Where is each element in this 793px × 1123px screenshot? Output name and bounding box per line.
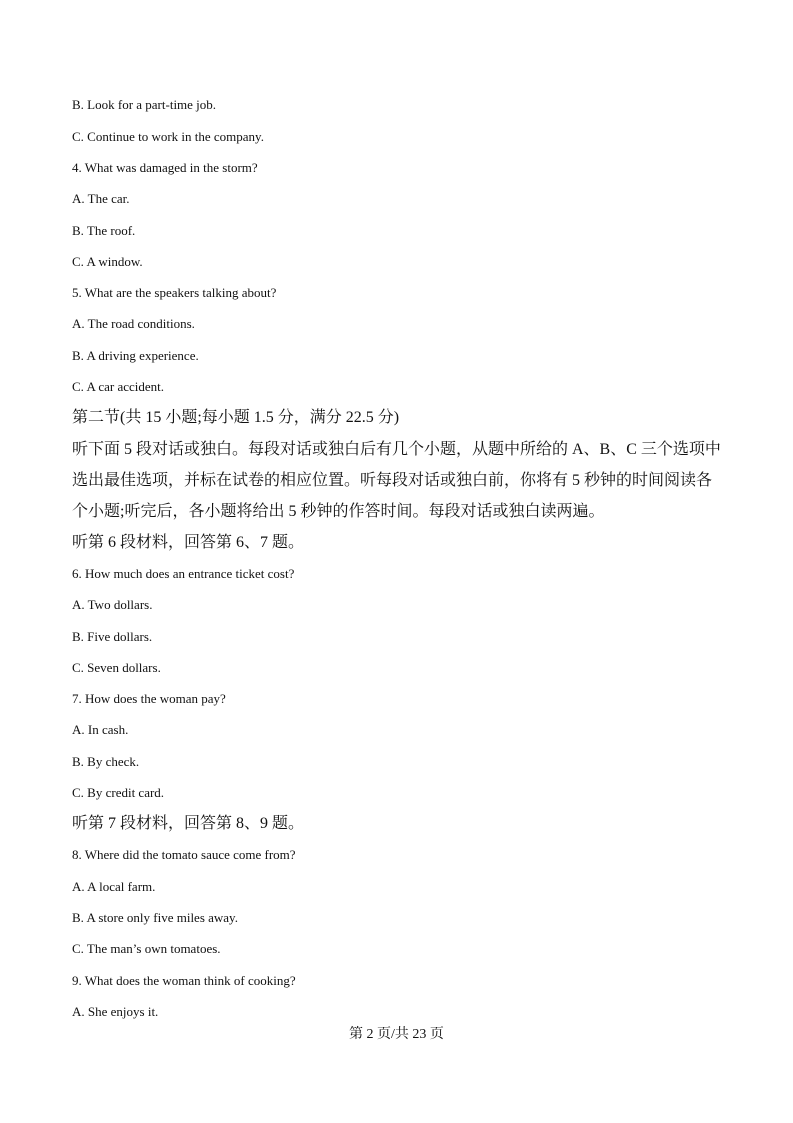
option-7a: A. In cash.	[72, 722, 129, 737]
option-9a: A. She enjoys it.	[72, 1004, 159, 1019]
material-6-heading: 听第 6 段材料，回答第 6、7 题。	[72, 534, 305, 551]
option-3c: C. Continue to work in the company.	[72, 129, 264, 144]
option-6c: C. Seven dollars.	[72, 660, 161, 675]
option-8b: B. A store only five miles away.	[72, 910, 238, 925]
page-footer: 第 2 页/共 23 页	[349, 1027, 444, 1042]
section-2-instructions	[72, 434, 724, 527]
question-8: 8. Where did the tomato sauce come from?	[72, 847, 296, 862]
option-7c: C. By credit card.	[72, 785, 165, 800]
option-8a: A. A local farm.	[72, 879, 156, 894]
instruction-line: 选出最佳选项，并标在试卷的相应位置。听每段对话或独白前，你将有 5 秒钟的时间阅读各	[72, 472, 713, 489]
instruction-line: 个小题;听完后，各小题将给出 5 秒钟的作答时间。每段对话或独白读两遍。	[72, 503, 605, 520]
option-4b: B. The roof.	[72, 223, 136, 238]
option-6b: B. Five dollars.	[72, 629, 153, 644]
option-5c: C. A car accident.	[72, 379, 165, 394]
option-4c: C. A window.	[72, 254, 143, 269]
instruction-line: 听下面 5 段对话或独白。每段对话或独白后有几个小题，从题中所给的 A、B、C 三个选项中	[72, 441, 721, 458]
option-4a: A. The car.	[72, 191, 130, 206]
option-5b: B. A driving experience.	[72, 348, 199, 363]
question-9: 9. What does the woman think of cooking?	[72, 973, 296, 988]
question-7: 7. How does the woman pay?	[72, 691, 226, 706]
option-8c: C. The man’s own tomatoes.	[72, 941, 221, 956]
question-6: 6. How much does an entrance ticket cost?	[72, 566, 295, 581]
question-4: 4. What was damaged in the storm?	[72, 160, 258, 175]
question-5: 5. What are the speakers talking about?	[72, 285, 277, 300]
section-2-heading: 第二节(共 15 小题;每小题 1.5 分，满分 22.5 分)	[72, 409, 400, 426]
material-7-heading: 听第 7 段材料，回答第 8、9 题。	[72, 815, 305, 832]
option-5a: A. The road conditions.	[72, 316, 195, 331]
option-7b: B. By check.	[72, 754, 140, 769]
option-6a: A. Two dollars.	[72, 597, 153, 612]
option-3b: B. Look for a part-time job.	[72, 97, 217, 112]
